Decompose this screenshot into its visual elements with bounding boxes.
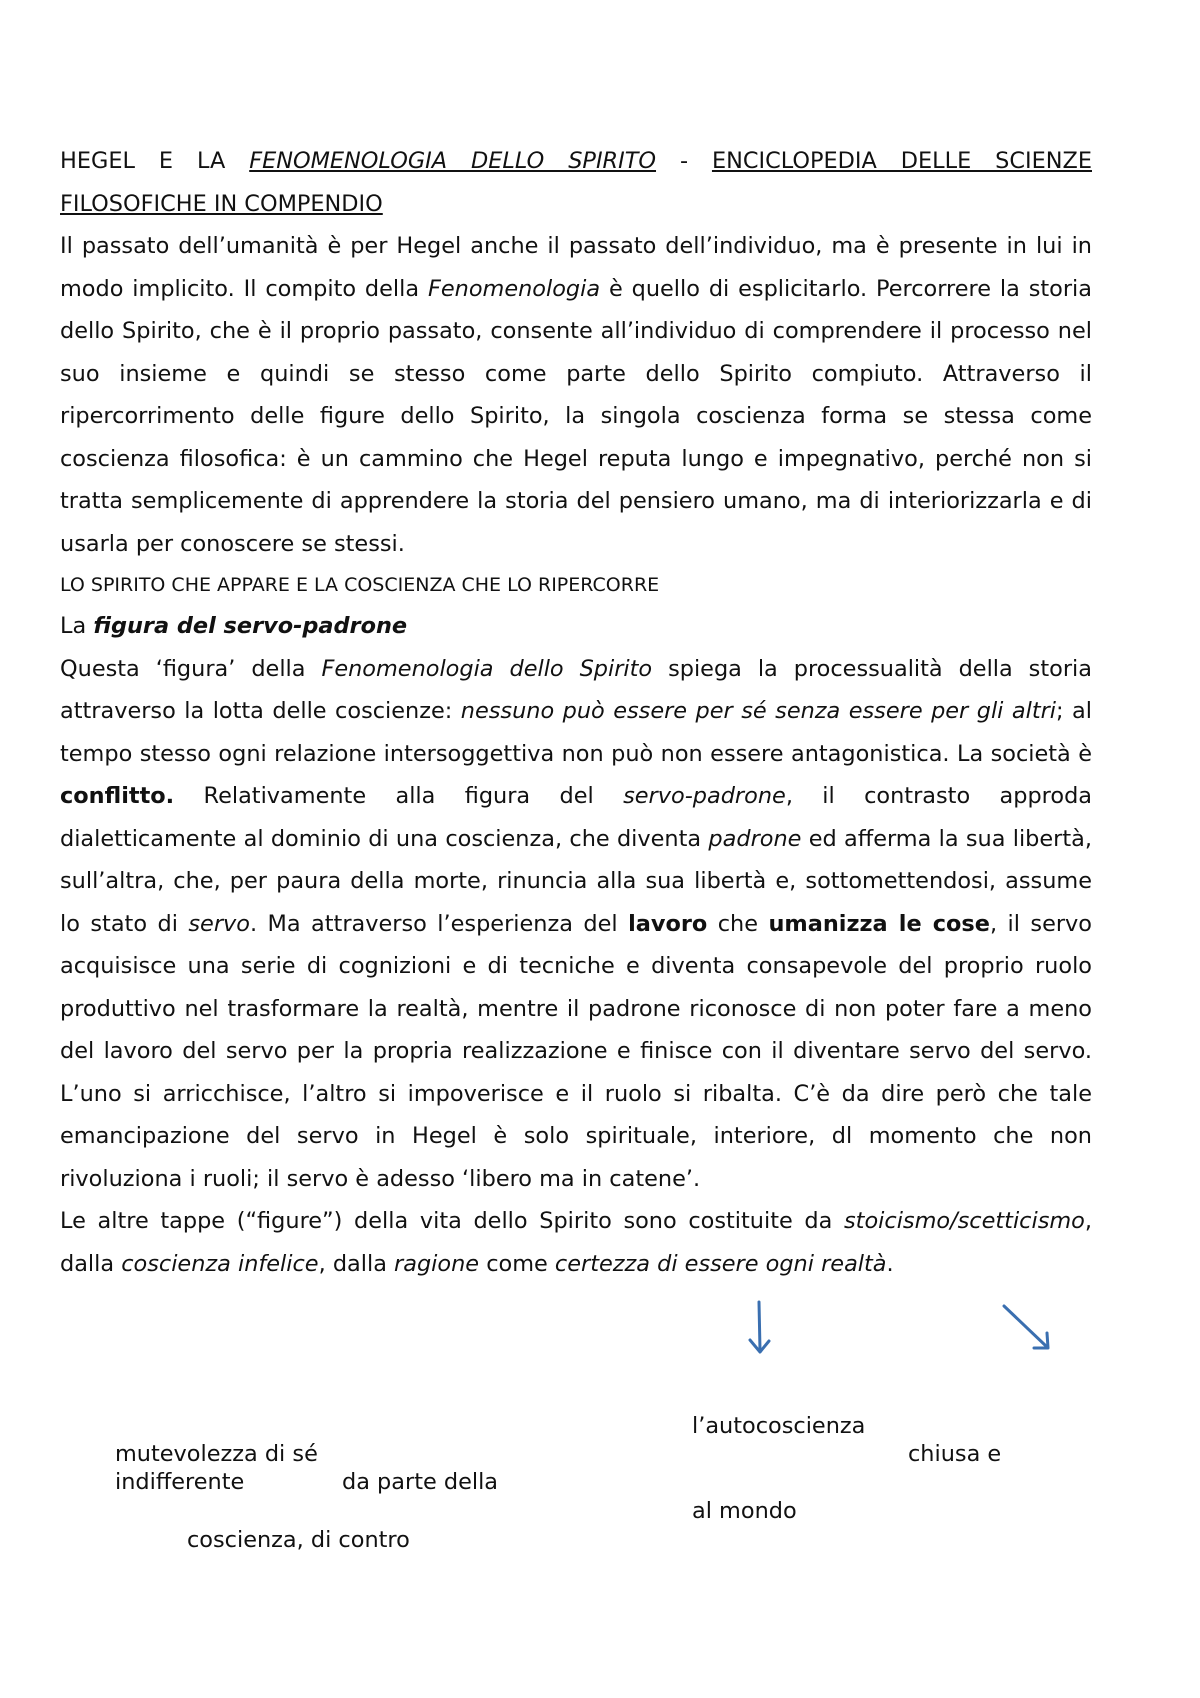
arrow-down-right-icon — [1000, 1300, 1060, 1355]
section-heading: La figura del servo-padrone — [60, 613, 408, 639]
note-autocoscienza: l’autocoscienza — [692, 1413, 866, 1439]
title-second-work: ENCICLOPEDIA DELLE SCIENZE FILOSOFICHE IN COMPENDIO — [60, 148, 1092, 217]
document-body — [60, 140, 1092, 1285]
title-separator: - — [656, 148, 712, 174]
arrow-down-icon — [745, 1300, 775, 1360]
note-chiusa-e: chiusa e — [908, 1441, 1002, 1467]
subheading: LO SPIRITO CHE APPARE E LA COSCIENZA CHE LO RIPERCORRE — [60, 574, 660, 596]
note-coscienza-di-contro: coscienza, di contro — [187, 1527, 410, 1553]
note-mutevolezza: mutevolezza di sé — [115, 1441, 318, 1467]
note-al-mondo: al mondo — [692, 1498, 797, 1524]
document-title — [60, 140, 1092, 225]
body-paragraph: Questa ‘figura’ della Fenomenologia dello Spirito spiega la processualità della storia attraverso la lotta delle coscienze: nessuno può essere per sé senza essere per gli altri; al tempo stesso ogni relazione intersoggettiva non può non essere antagonistica. La società è conflitto. Relativamente alla figura del servo-padrone, il contrasto approda dialetticamente al dominio di una coscienza, che diventa padrone ed afferma la sua libertà, sull’altra, che, per paura della morte, rinuncia alla sua libertà e, sottomettendosi, assume lo stato di servo. Ma attraverso l’esperienza del lavoro che umanizza le cose, il servo acquisisce una serie di cognizioni e di tecniche e diventa consapevole del proprio ruolo produttivo nel trasformare la realtà, mentre il padrone riconosce di non poter fare a meno del lavoro del servo per la propria realizzazione e finisce con il diventare servo del servo. L’uno si arricchisce, l’altro si impoverisce e il ruolo si ribalta. C’è da dire però che tale emancipazione del servo in Hegel è solo spirituale, interiore, dl momento che non rivoluziona i ruoli; il servo è adesso ‘libero ma in catene’. — [60, 655, 1093, 1192]
title-work-name: FENOMENOLOGIA DELLO SPIRITO — [249, 148, 657, 174]
closing-paragraph: Le altre tappe (“figure”) della vita dello Spirito sono costituite da stoicismo/scetticismo, dalla coscienza infelice, dalla ragione come certezza di essere ogni realtà. — [60, 1208, 1092, 1277]
note-indifferente: indifferente — [115, 1469, 245, 1495]
note-da-parte-della: da parte della — [342, 1469, 499, 1495]
intro-paragraph: Il passato dell’umanità è per Hegel anche il passato dell’individuo, ma è presente in lui in modo implicito. Il compito della Fenomenologia è quello di esplicitarlo. Percorrere la storia dello Spirito, che è il proprio passato, consente all’individuo di comprendere il processo nel suo insieme e quindi se stesso come parte dello Spirito compiuto. Attraverso il ripercorrimento delle figure dello Spirito, la singola coscienza forma se stessa come coscienza filosofica: è un cammino che Hegel reputa lungo e impegnativo, perché non si tratta semplicemente di apprendere la storia del pensiero umano, ma di interiorizzarla e di usarla per conoscere se stessi. — [60, 233, 1092, 557]
title-text: HEGEL E LA — [60, 148, 250, 174]
